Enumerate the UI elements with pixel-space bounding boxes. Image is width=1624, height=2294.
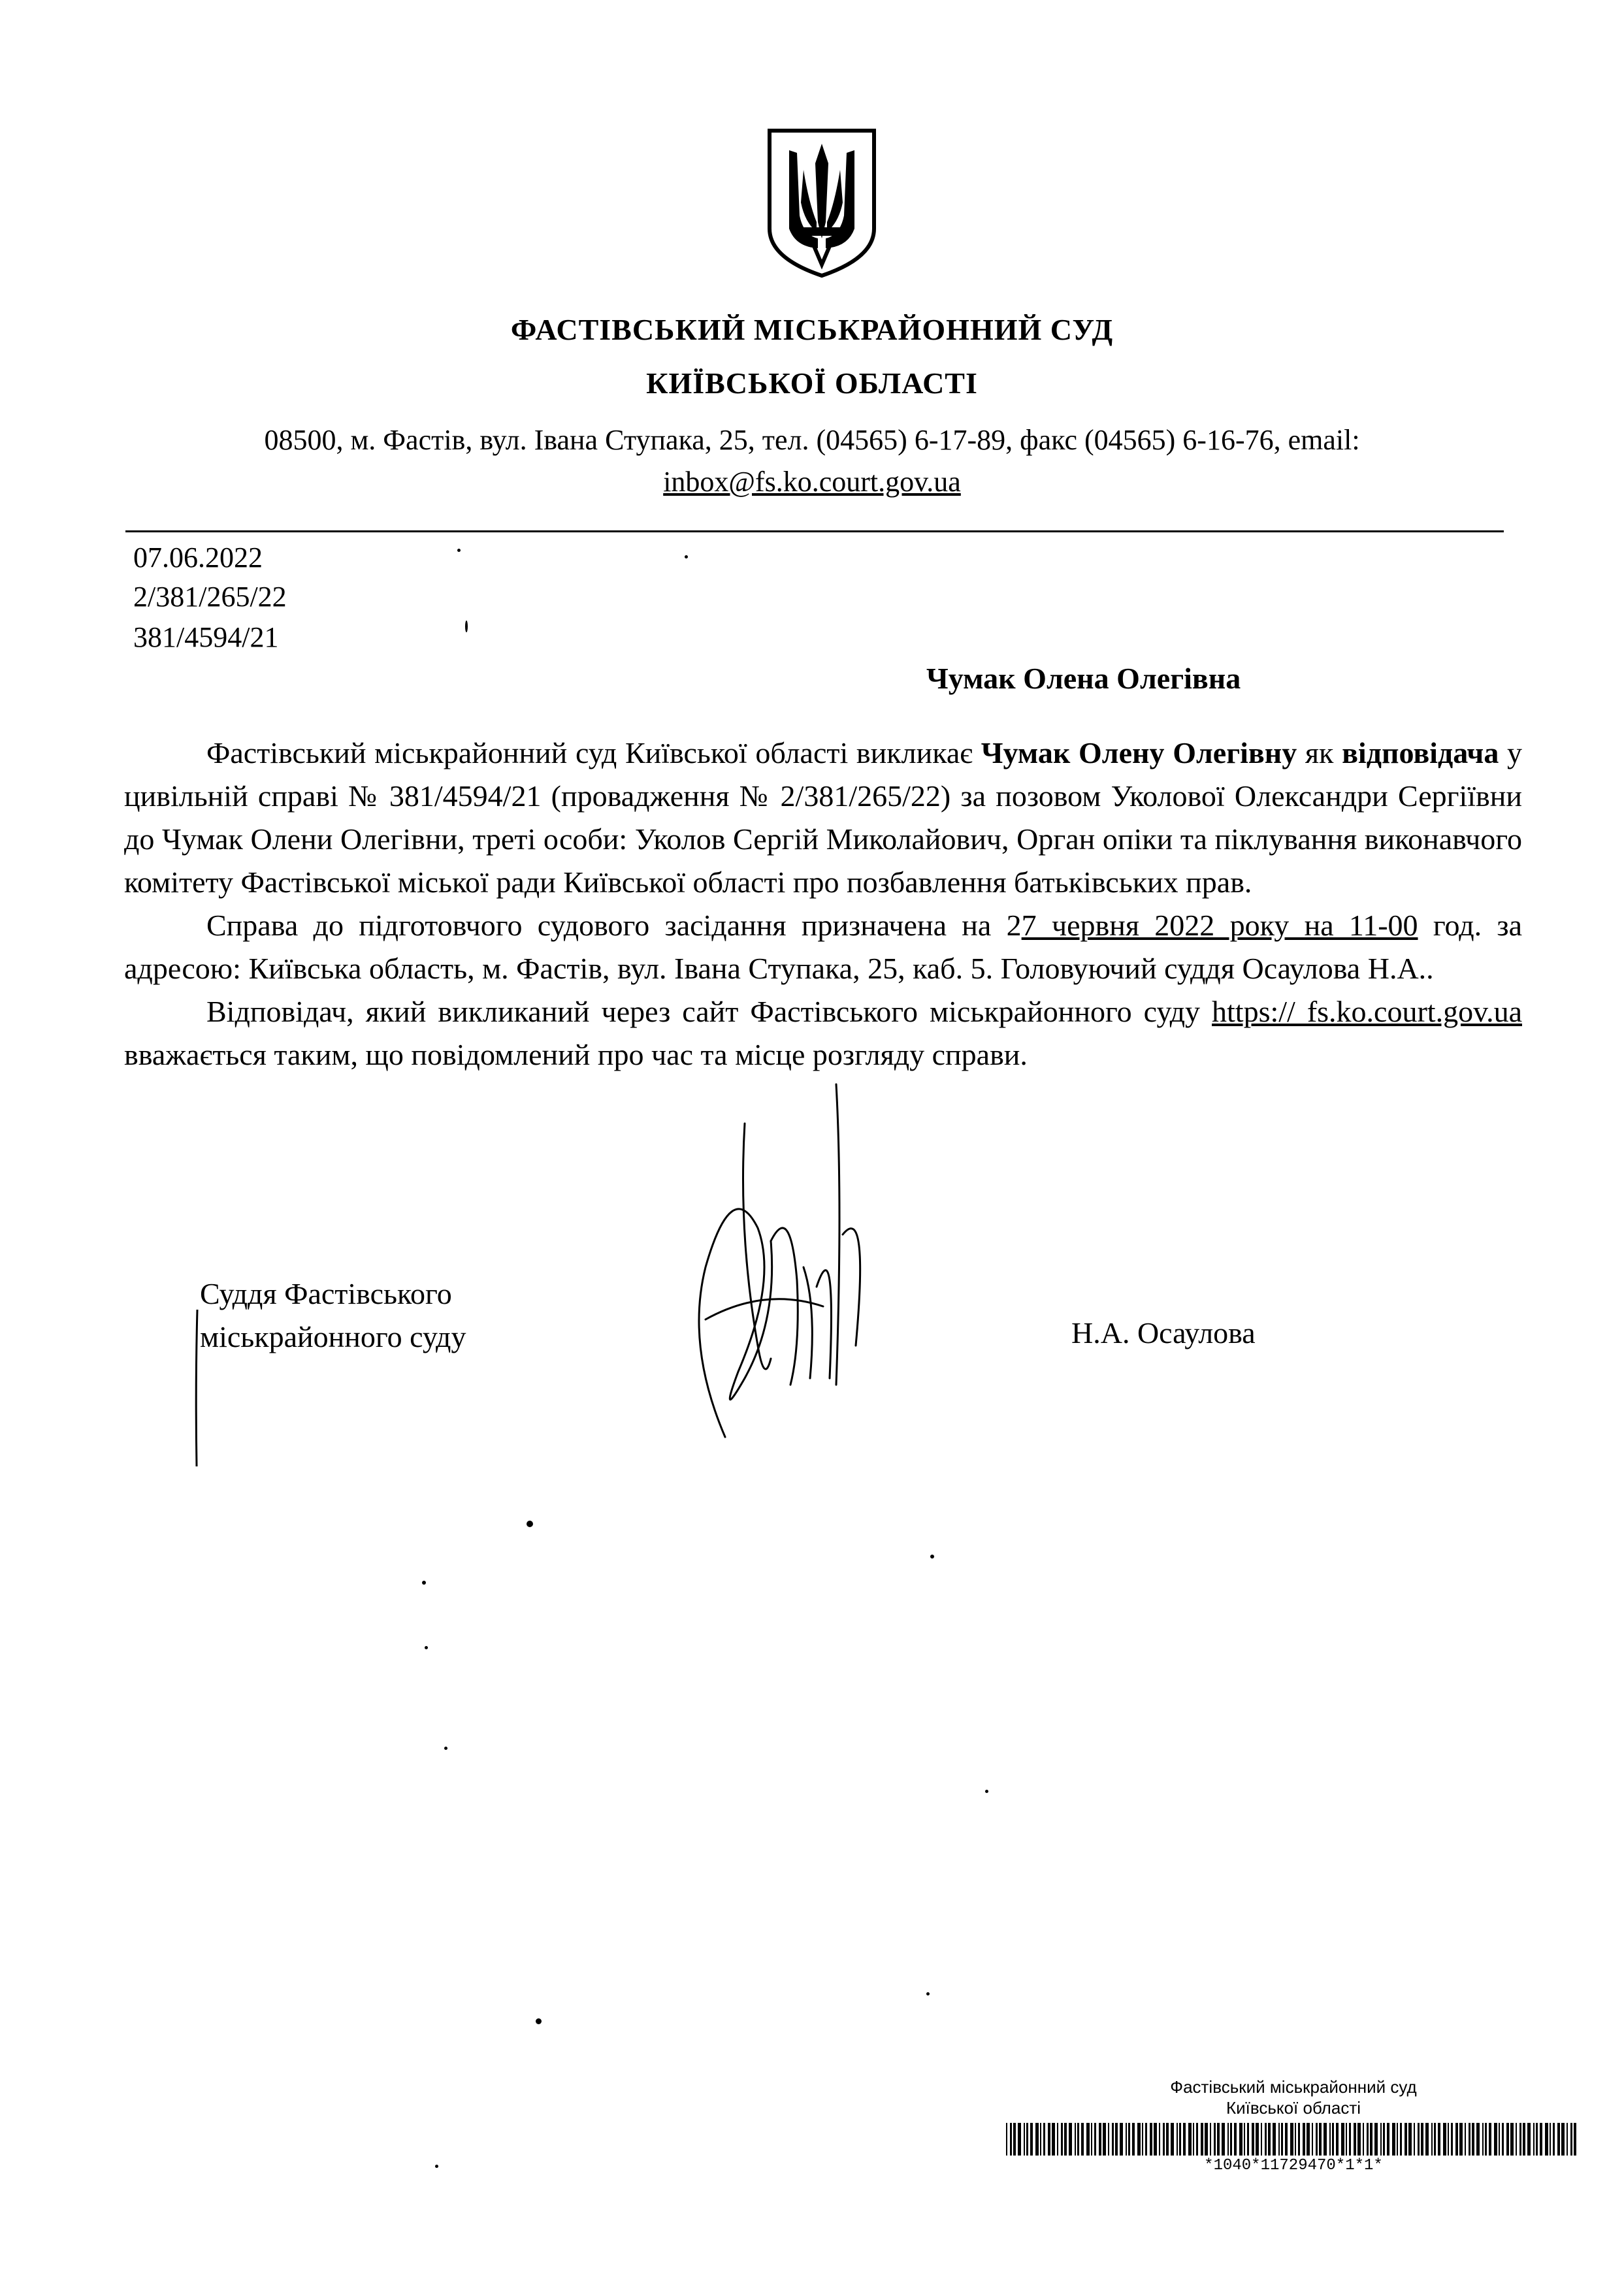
barcode-bar xyxy=(1469,2123,1470,2156)
barcode-bar xyxy=(1370,2123,1372,2156)
coat-of-arms-icon xyxy=(763,124,881,281)
barcode-bar xyxy=(1574,2123,1576,2156)
barcode-bar xyxy=(1341,2123,1344,2156)
barcode-bar xyxy=(1443,2123,1446,2156)
barcode-bar xyxy=(1434,2123,1436,2156)
barcode-bar xyxy=(1026,2123,1028,2156)
barcode-bar xyxy=(1533,2123,1535,2156)
barcode-bar xyxy=(1303,2123,1305,2156)
text: у цивільній справі № 381/4594/21 (провадження № 2/381/265/22) за позовом Уколової Олександри Сергіївни до Чумак Олени Олегівни, треті особи: Уколов Сергій Миколайович, Орган опіки та піклування виконавчого комітету Фастівської міської ради Київської області про позбавлення батьківських прав. xyxy=(124,736,1523,899)
barcode-bar xyxy=(1052,2123,1055,2156)
barcode-bar xyxy=(1234,2123,1237,2156)
barcode-bar xyxy=(1201,2123,1203,2156)
barcode-bar xyxy=(1392,2123,1395,2156)
text: як xyxy=(1297,736,1342,769)
header-divider xyxy=(125,530,1504,532)
scan-speck xyxy=(985,1790,988,1793)
barcode-bar xyxy=(1380,2123,1382,2156)
signer-title-line1: Суддя Фастівського xyxy=(200,1277,452,1310)
barcode-bar xyxy=(1405,2123,1407,2156)
court-name-line1: ФАСТІВСЬКИЙ МІСЬКРАЙОННИЙ СУД xyxy=(510,313,1114,346)
barcode-bar xyxy=(1387,2123,1389,2156)
paragraph-summons xyxy=(124,732,1522,904)
barcode-bar xyxy=(1499,2123,1500,2156)
barcode-bar xyxy=(1128,2123,1130,2156)
court-email[interactable]: inbox@fs.ko.court.gov.ua xyxy=(663,466,961,498)
barcode-bar xyxy=(1043,2123,1045,2156)
scan-speck xyxy=(422,1581,426,1585)
barcode xyxy=(1006,2123,1581,2156)
barcode-bar xyxy=(1040,2123,1041,2156)
barcode-bar xyxy=(1295,2123,1296,2156)
scan-speck xyxy=(465,621,468,632)
barcode-bar xyxy=(1075,2123,1076,2156)
signer-title xyxy=(200,1272,466,1359)
barcode-bar xyxy=(1230,2123,1232,2156)
barcode-bar xyxy=(1494,2123,1497,2156)
barcode-bar xyxy=(1239,2123,1242,2156)
barcode-bar xyxy=(1502,2123,1504,2156)
barcode-bar xyxy=(1540,2123,1542,2156)
barcode-bar xyxy=(1183,2123,1186,2156)
barcode-bar xyxy=(1527,2123,1531,2156)
barcode-bar xyxy=(1244,2123,1245,2156)
case-number: 381/4594/21 xyxy=(133,621,279,653)
barcode-bar xyxy=(1188,2123,1192,2156)
barcode-bar xyxy=(1048,2123,1050,2156)
defendant-name: Чумак Олену Олегівну xyxy=(981,736,1297,769)
barcode-bar xyxy=(1290,2123,1293,2156)
barcode-bar xyxy=(1485,2123,1487,2156)
barcode-bar xyxy=(1142,2123,1143,2156)
paragraph-hearing xyxy=(124,904,1522,990)
barcode-bar xyxy=(1265,2123,1267,2156)
barcode-bar xyxy=(1336,2123,1339,2156)
barcode-bar xyxy=(1482,2123,1484,2156)
barcode-bar xyxy=(1278,2123,1280,2156)
barcode-bar xyxy=(1319,2123,1322,2156)
barcode-bar xyxy=(1523,2123,1525,2156)
text: вважається таким, що повідомлений про час та місце розгляду справи. xyxy=(124,1038,1028,1071)
barcode-bar xyxy=(1316,2123,1318,2156)
barcode-bar xyxy=(1177,2123,1178,2156)
scan-speck xyxy=(926,1992,930,1995)
barcode-bar xyxy=(1374,2123,1378,2156)
barcode-bar xyxy=(1210,2123,1211,2156)
barcode-bar xyxy=(1312,2123,1313,2156)
court-website-link[interactable]: https:// fs.ko.court.gov.ua xyxy=(1212,995,1522,1028)
barcode-bar xyxy=(1506,2123,1509,2156)
scan-speck xyxy=(444,1747,447,1750)
barcode-bar xyxy=(1086,2123,1090,2156)
barcode-bar xyxy=(1418,2123,1420,2156)
barcode-bar xyxy=(1094,2123,1096,2156)
scan-speck xyxy=(930,1555,934,1559)
barcode-bar xyxy=(1567,2123,1568,2156)
barcode-bar xyxy=(1091,2123,1092,2156)
barcode-bar xyxy=(1069,2123,1072,2156)
barcode-bar xyxy=(1516,2123,1517,2156)
scan-speck xyxy=(457,549,461,552)
barcode-bar xyxy=(1227,2123,1229,2156)
barcode-bar xyxy=(1171,2123,1174,2156)
court-email-line xyxy=(0,465,1624,498)
barcode-bar xyxy=(1024,2123,1025,2156)
barcode-bar xyxy=(1166,2123,1169,2156)
barcode-bar xyxy=(1357,2123,1361,2156)
barcode-bar xyxy=(1431,2123,1433,2156)
barcode-bar xyxy=(1421,2123,1423,2156)
text: Фастівський міськрайонний суд Київської області викликає xyxy=(206,736,981,769)
barcode-bar xyxy=(1438,2123,1440,2156)
barcode-bar xyxy=(1281,2123,1283,2156)
barcode-bar xyxy=(1035,2123,1039,2156)
barcode-bar xyxy=(1570,2123,1572,2156)
text: Справа до підготовчого судового засідання призначена на 2 xyxy=(206,909,1022,942)
barcode-bar xyxy=(1489,2123,1491,2156)
barcode-bar xyxy=(1018,2123,1021,2156)
barcode-bar xyxy=(1120,2123,1123,2156)
barcode-bar xyxy=(1205,2123,1208,2156)
barcode-bar xyxy=(1115,2123,1118,2156)
barcode-bar xyxy=(1425,2123,1429,2156)
barcode-bar xyxy=(1013,2123,1016,2156)
barcode-bar xyxy=(1099,2123,1101,2156)
barcode-bar xyxy=(1214,2123,1216,2156)
barcode-bar xyxy=(1519,2123,1521,2156)
barcode-bar xyxy=(1196,2123,1198,2156)
barcode-bar xyxy=(1057,2123,1058,2156)
barcode-bar xyxy=(1536,2123,1538,2156)
signer-title-line2: міськрайонного суду xyxy=(200,1320,466,1353)
handwritten-signature xyxy=(660,1071,895,1450)
barcode-bar xyxy=(1448,2123,1449,2156)
barcode-bar xyxy=(1332,2123,1334,2156)
barcode-bar xyxy=(1030,2123,1033,2156)
barcode-bar xyxy=(1307,2123,1310,2156)
court-name-line2: КИЇВСЬКОЇ ОБЛАСТІ xyxy=(646,366,978,400)
scan-speck xyxy=(536,2018,542,2024)
text: год. за адресою: Київська область, м. Фастів, вул. Івана Ступака, 25, каб. 5. Головуючий суддя Осаулова Н.А.. xyxy=(124,909,1522,985)
barcode-bar xyxy=(1472,2123,1474,2156)
barcode-bar xyxy=(1193,2123,1194,2156)
barcode-bar xyxy=(1064,2123,1067,2156)
barcode-bar xyxy=(1367,2123,1369,2156)
hearing-date: 7 червня 2022 року на 11-00 xyxy=(1021,909,1418,942)
barcode-bar xyxy=(1256,2123,1259,2156)
barcode-bar xyxy=(1459,2123,1463,2156)
recipient-name: Чумак Олена Олегівна xyxy=(926,662,1241,695)
barcode-bar xyxy=(1451,2123,1453,2156)
barcode-bar xyxy=(1061,2123,1063,2156)
barcode-bar xyxy=(1179,2123,1181,2156)
barcode-bar xyxy=(1298,2123,1300,2156)
barcode-bar xyxy=(1217,2123,1220,2156)
barcode-bar xyxy=(1108,2123,1109,2156)
barcode-bar xyxy=(1247,2123,1249,2156)
document-date: 07.06.2022 xyxy=(133,541,263,574)
barcode-bar xyxy=(1400,2123,1402,2156)
barcode-bar xyxy=(1550,2123,1551,2156)
barcode-bar xyxy=(1103,2123,1106,2156)
court-address: 08500, м. Фастів, вул. Івана Ступака, 25, тел. (04565) 6-17-89, факс (04565) 6-16-76, email: xyxy=(264,424,1360,456)
barcode-bar xyxy=(1137,2123,1141,2156)
defendant-role: відповідача xyxy=(1342,736,1499,769)
barcode-bar xyxy=(1252,2123,1254,2156)
margin-mark xyxy=(193,1306,200,1470)
barcode-bar xyxy=(1324,2123,1327,2156)
barcode-bar xyxy=(1408,2123,1412,2156)
scan-speck xyxy=(425,1646,428,1649)
barcode-bar xyxy=(1363,2123,1364,2156)
barcode-bar xyxy=(1081,2123,1084,2156)
barcode-bar xyxy=(1006,2123,1007,2156)
stamp-court-name: Фастівський міськрайонний суд xyxy=(1170,2077,1417,2097)
barcode-bar xyxy=(1077,2123,1079,2156)
letter-body xyxy=(124,732,1522,1076)
barcode-bar xyxy=(1455,2123,1458,2156)
barcode-number: *1040*11729470*1*1* xyxy=(1204,2157,1383,2174)
barcode-bar xyxy=(1397,2123,1398,2156)
barcode-bar xyxy=(1285,2123,1288,2156)
barcode-bar xyxy=(1349,2123,1351,2156)
barcode-bar xyxy=(1132,2123,1135,2156)
barcode-bar xyxy=(1414,2123,1415,2156)
barcode-bar xyxy=(1145,2123,1147,2156)
barcode-bar xyxy=(1329,2123,1331,2156)
barcode-bar xyxy=(1465,2123,1466,2156)
barcode-bar xyxy=(1112,2123,1114,2156)
barcode-bar xyxy=(1126,2123,1127,2156)
barcode-bar xyxy=(1354,2123,1356,2156)
barcode-bar xyxy=(1163,2123,1165,2156)
barcode-bar xyxy=(1476,2123,1480,2156)
barcode-bar xyxy=(1510,2123,1514,2156)
barcode-bar xyxy=(1557,2123,1560,2156)
barcode-bar xyxy=(1159,2123,1160,2156)
barcode-bar xyxy=(1154,2123,1157,2156)
barcode-bar xyxy=(1561,2123,1565,2156)
proceeding-number: 2/381/265/22 xyxy=(133,581,287,613)
stamp-region: Київської області xyxy=(1226,2098,1361,2118)
barcode-bar xyxy=(1268,2123,1271,2156)
barcode-bar xyxy=(1222,2123,1225,2156)
scan-speck xyxy=(435,2165,438,2168)
barcode-bar xyxy=(1273,2123,1276,2156)
signer-name: Н.А. Осаулова xyxy=(1071,1316,1256,1349)
barcode-bar xyxy=(1545,2123,1548,2156)
barcode-bar xyxy=(1346,2123,1347,2156)
barcode-bar xyxy=(1261,2123,1262,2156)
barcode-bar xyxy=(1010,2123,1012,2156)
paragraph-notice xyxy=(124,990,1522,1076)
barcode-bar xyxy=(1383,2123,1385,2156)
text: Відповідач, який викликаний через сайт Фастівського міськрайонного суду xyxy=(206,995,1212,1028)
scan-speck xyxy=(685,555,688,558)
barcode-bar xyxy=(1553,2123,1555,2156)
scan-speck xyxy=(527,1521,533,1527)
barcode-bar xyxy=(1150,2123,1152,2156)
